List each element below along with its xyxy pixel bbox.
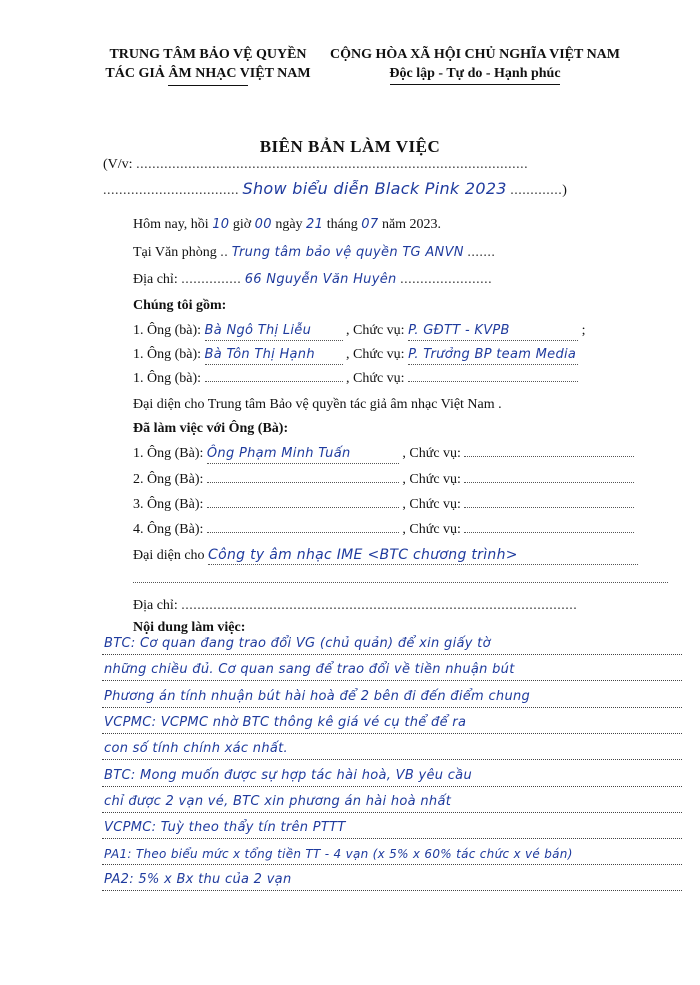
hour-label: giờ xyxy=(232,217,252,232)
office-row xyxy=(133,244,495,262)
address-row xyxy=(133,271,492,289)
meeting-date-row xyxy=(133,216,441,234)
content-line xyxy=(102,840,682,865)
org-name-line2: TÁC GIẢ ÂM NHẠC VIỆT NAM xyxy=(105,66,311,81)
partner-member-row xyxy=(133,521,634,539)
partner-role xyxy=(464,532,634,533)
represent-continuation-line xyxy=(133,582,668,583)
office-dots: .. xyxy=(220,245,229,260)
partner-address-label: Địa chỉ: xyxy=(133,598,178,613)
partner-name xyxy=(207,482,399,483)
partner-represent-row xyxy=(133,546,638,565)
member-name: Bà Tôn Thị Hạnh xyxy=(205,346,343,365)
partner-role-label: , Chức vụ: xyxy=(402,446,461,461)
partner-label: 1. Ông (Bà): xyxy=(133,446,204,461)
minute-value: 00 xyxy=(254,217,272,232)
content-line-text: VCPMC: Tuỳ theo thẩy tín trên PTTT xyxy=(104,820,346,835)
partner-represent-label: Đại diện cho xyxy=(133,548,205,563)
subject-label-row xyxy=(103,156,528,174)
partner-heading: Đã làm việc với Ông (Bà): xyxy=(133,421,289,436)
partner-name xyxy=(207,507,399,508)
content-line-text: con số tính chính xác nhất. xyxy=(104,741,288,756)
day-value: 21 xyxy=(306,217,324,232)
partner-role xyxy=(464,456,634,457)
day-label: ngày xyxy=(275,217,303,232)
content-line xyxy=(102,683,682,708)
center-represent: Đại diện cho Trung tâm Bảo vệ quyền tác giả âm nhạc Việt Nam . xyxy=(133,397,502,412)
content-line xyxy=(102,709,682,734)
member-label: 1. Ông (bà): xyxy=(133,347,202,362)
content-line-text: PA2: 5% x Bx thu của 2 vạn xyxy=(104,872,292,887)
partner-name: Ông Phạm Minh Tuấn xyxy=(207,445,399,464)
subject-dots-right: ............. xyxy=(510,183,563,198)
content-line xyxy=(102,788,682,813)
content-line xyxy=(102,866,682,891)
content-line xyxy=(102,735,682,760)
document-title: BIÊN BẢN LÀM VIỆC xyxy=(259,137,441,156)
office-value: Trung tâm bảo vệ quyền TG ANVN xyxy=(231,245,464,260)
member-role-label: , Chức vụ: xyxy=(346,347,405,362)
partner-role xyxy=(464,507,634,508)
date-prefix: Hôm nay, hồi xyxy=(133,217,209,232)
org-name-line1: TRUNG TÂM BẢO VỆ QUYỀN xyxy=(109,47,307,62)
address-dots: ............... xyxy=(181,272,242,287)
content-line-text: chỉ được 2 vạn vé, BTC xin phương án hài hoà nhất xyxy=(104,794,452,809)
subject-dots: .................................................................................................. xyxy=(136,157,529,172)
member-role-label: , Chức vụ: xyxy=(346,323,405,338)
member-role xyxy=(408,381,578,382)
content-line-text: BTC: Mong muốn được sự hợp tác hài hoà, VB yêu cầu xyxy=(104,768,472,783)
member-end: ; xyxy=(581,323,586,338)
office-dots-end: ....... xyxy=(467,245,496,260)
member-name: Bà Ngô Thị Liễu xyxy=(205,322,343,341)
country-motto: Độc lập - Tự do - Hạnh phúc xyxy=(389,66,561,81)
center-member-row xyxy=(133,322,585,341)
hour-value: 10 xyxy=(212,217,230,232)
content-heading: Nội dung làm việc: xyxy=(133,620,246,635)
partner-label: 4. Ông (Bà): xyxy=(133,522,204,537)
month-value: 07 xyxy=(361,217,379,232)
subject-label: (V/v: xyxy=(103,157,133,172)
partner-role-label: , Chức vụ: xyxy=(402,497,461,512)
subject-dots-left: .................................. xyxy=(103,183,239,198)
member-role: P. Trưởng BP team Media xyxy=(408,346,578,365)
center-heading: Chúng tôi gồm: xyxy=(133,298,227,313)
content-line xyxy=(102,630,682,655)
subject-value: Show biểu diễn Black Pink 2023 xyxy=(242,179,507,198)
content-line-text: PA1: Theo biểu mức x tổng tiền TT - 4 vạn (x 5% x 60% tác chức x vé bán) xyxy=(104,847,573,861)
partner-label: 3. Ông (Bà): xyxy=(133,497,204,512)
content-line xyxy=(102,656,682,681)
month-label: tháng xyxy=(326,217,358,232)
partner-label: 2. Ông (Bà): xyxy=(133,472,204,487)
subject-close: ) xyxy=(562,183,567,198)
center-member-row xyxy=(133,370,578,388)
partner-member-row xyxy=(133,471,634,489)
content-line xyxy=(102,814,682,839)
member-label: 1. Ông (bà): xyxy=(133,323,202,338)
country-name: CỘNG HÒA XÃ HỘI CHỦ NGHĨA VIỆT NAM xyxy=(329,47,620,62)
partner-represent-value: Công ty âm nhạc IME <BTC chương trình> xyxy=(208,546,638,565)
address-value: 66 Nguyễn Văn Huyên xyxy=(244,272,397,287)
subject-value-row xyxy=(103,180,567,200)
content-line xyxy=(102,762,682,787)
org-underline xyxy=(168,85,248,86)
member-name xyxy=(205,381,343,382)
address-dots-end: ....................... xyxy=(400,272,493,287)
partner-member-row xyxy=(133,496,634,514)
content-line-text: những chiều đủ. Cơ quan sang để trao đổi về tiền nhuận bút xyxy=(104,662,515,677)
partner-address-dots: ................................................................................................... xyxy=(181,598,578,613)
partner-name xyxy=(207,532,399,533)
motto-underline xyxy=(390,84,560,85)
partner-role xyxy=(464,482,634,483)
center-member-row xyxy=(133,346,578,365)
partner-role-label: , Chức vụ: xyxy=(402,472,461,487)
member-role-label: , Chức vụ: xyxy=(346,371,405,386)
partner-role-label: , Chức vụ: xyxy=(402,522,461,537)
org-header xyxy=(88,45,328,86)
member-role: P. GĐTT - KVPB xyxy=(408,322,578,341)
country-header xyxy=(325,45,625,85)
content-line-text: Phương án tính nhuận bút hài hoà để 2 bên đi đến điểm chung xyxy=(104,689,531,704)
partner-address-row xyxy=(133,597,577,615)
address-label: Địa chỉ: xyxy=(133,272,178,287)
content-line-text: BTC: Cơ quan đang trao đổi VG (chủ quản) để xin giấy tờ xyxy=(104,636,491,651)
partner-member-row xyxy=(133,445,634,464)
content-line-text: VCPMC: VCPMC nhờ BTC thông kê giá vé cụ thể để ra xyxy=(104,715,467,730)
member-label: 1. Ông (bà): xyxy=(133,371,202,386)
office-label: Tại Văn phòng xyxy=(133,245,217,260)
year-text: năm 2023. xyxy=(381,217,442,232)
